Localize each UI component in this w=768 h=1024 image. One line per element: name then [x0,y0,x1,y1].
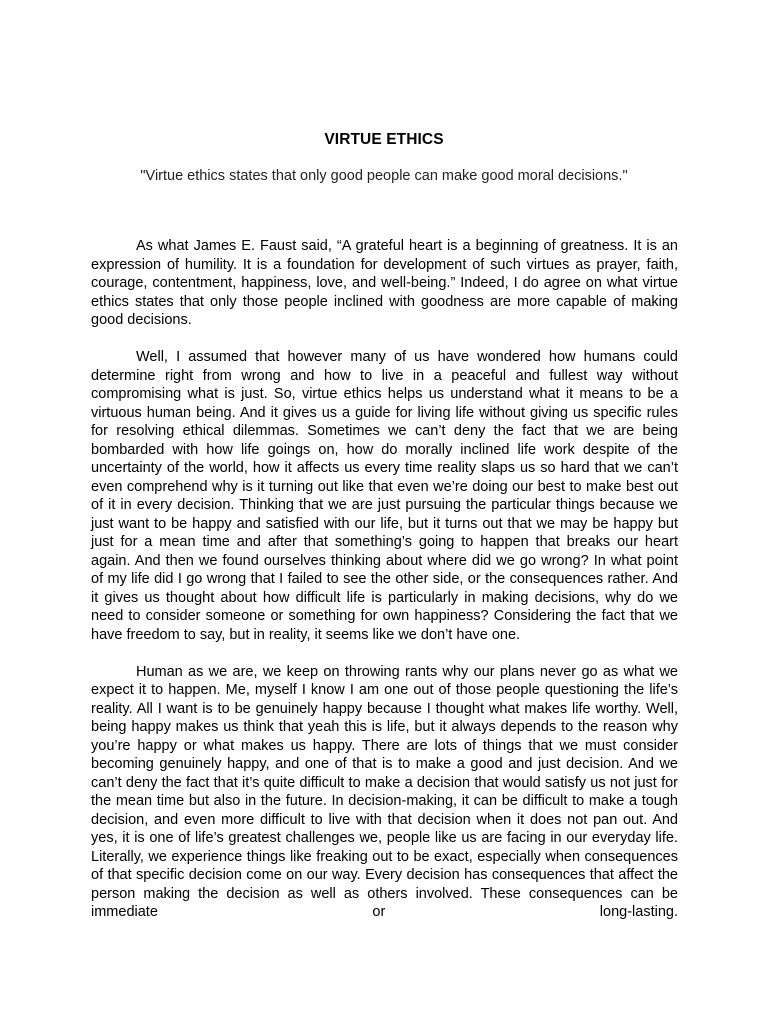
paragraph-2: Well, I assumed that however many of us have wondered how humans could determine right from wrong and how to live in a peaceful and fullest way without compromising what is just. So, virtue ethics helps us understand what it means to be a virtuous human being. And it gives us a guide for living life without giving us specific rules for resolving ethical dilemmas. Sometimes we can’t deny the fact that we are being bombarded with how life goings on, how do morally inclined life work despite of the uncertainty of the world, how it affects us every time reality slaps us so hard that we can’t even comprehend why is it turning out like that even we’re doing our best to make best out of it in every decision. Thinking that we are just pursuing the particular things because we just want to be happy and satisfied with our life, but it turns out that we may be happy but just for a mean time and after that something’s going to happen that breaks our heart again. And then we found ourselves thinking about where did we go wrong? In what point of my life did I go wrong that I failed to see the other side, or the consequences rather. And it gives us thought about how difficult life is particularly in making decisions, why do we need to consider someone or something for own happiness? Considering the fact that we have freedom to say, but in reality, it seems like we don’t have one. [91,349,678,643]
epigraph-quote: "Virtue ethics states that only good people can make good moral decisions." [140,168,628,184]
document-body [91,237,678,940]
paragraph-1: As what James E. Faust said, “A grateful heart is a beginning of greatness. It is an expression of humility. It is a foundation for development of such virtues as prayer, faith, courage, contentment, happiness, love, and well-being.” Indeed, I do agree on what virtue ethics states that only those people inclined with goodness are more capable of making good decisions. [91,238,678,328]
document-title: VIRTUE ETHICS [324,131,444,148]
paragraph-3: Human as we are, we keep on throwing rants why our plans never go as what we expect it to happen. Me, myself I know I am one out of those people questioning the life’s reality. All I want is to be genuinely happy because I thought what makes life worthy. Well, being happy makes us think that yeah this is life, but it always depends to the reason why you’re happy or what makes us happy. There are lots of things that we must consider becoming genuinely happy, and one of that is to make a good and just decision. And we can’t deny the fact that it’s quite difficult to make a decision that would satisfy us not just for the mean time but also in the future. In decision-making, it can be difficult to make a tough decision, and even more difficult to live with that decision when it does not pan out. And yes, it is one of life’s greatest challenges we, people like us are facing in our everyday life. Literally, we experience things like freaking out to be exact, especially when consequences of that specific decision come on our way. Every decision has consequences that affect the person making the decision as well as others involved. These consequences can be immediate or long-lasting. [91,663,678,920]
